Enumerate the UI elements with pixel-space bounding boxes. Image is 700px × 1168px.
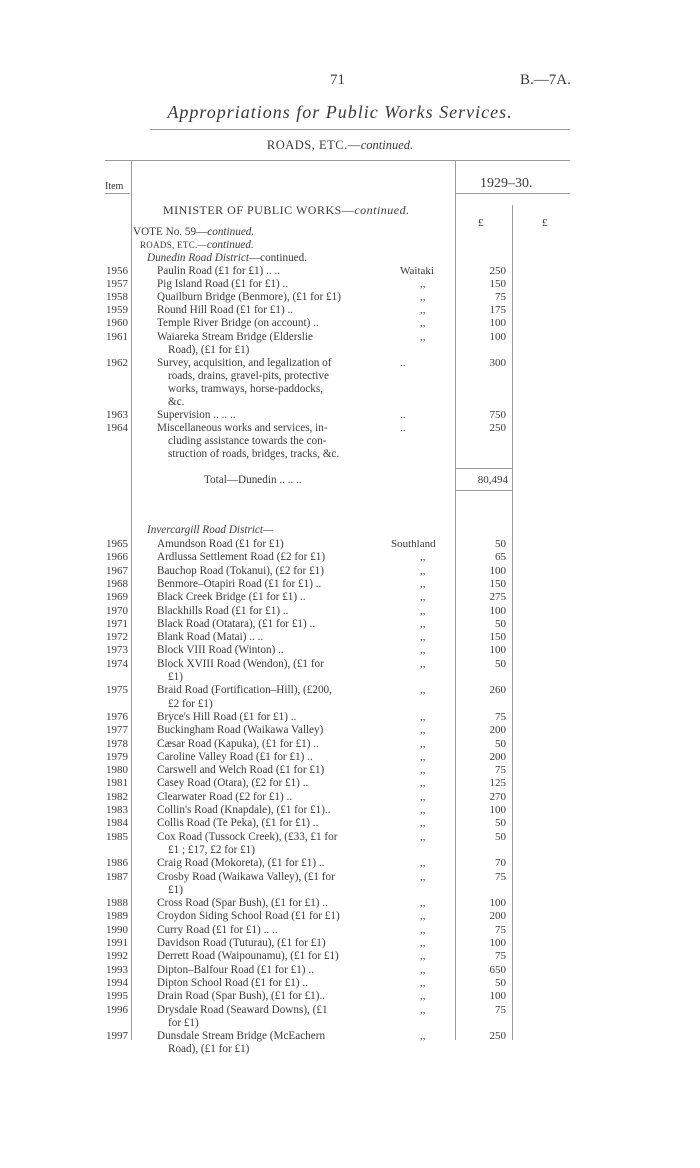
item-description: Carswell and Welch Road (£1 for £1) xyxy=(157,764,325,777)
amount-value: 750 xyxy=(489,409,506,422)
amount-value: 100 xyxy=(489,330,506,343)
total-bottom-rule xyxy=(455,490,512,491)
district-name: ,, xyxy=(420,830,426,843)
ministry-heading: MINISTER OF PUBLIC WORKS—continued. xyxy=(163,203,410,217)
item-description: Buckingham Road (Waikawa Valley) xyxy=(157,724,324,737)
district-name: ,, xyxy=(420,710,426,723)
district-name: ,, xyxy=(420,897,426,910)
amount-value: 50 xyxy=(495,657,506,670)
item-description: Black Creek Bridge (£1 for £1) .. xyxy=(157,591,306,604)
pound-header-1: £ xyxy=(478,217,484,229)
page-title: Appropriations for Public Works Services. xyxy=(167,102,513,122)
item-description: cluding assistance towards the con- xyxy=(168,435,327,448)
amount-value: 260 xyxy=(489,684,506,697)
district-name: ,, xyxy=(420,764,426,777)
item-column-header: Item xyxy=(105,181,124,192)
district-name: ,, xyxy=(420,617,426,630)
district-name: ,, xyxy=(420,291,426,304)
item-description: Bryce's Hill Road (£1 for £1) .. xyxy=(157,710,297,723)
item-description: Davidson Road (Tuturau), (£1 for £1) xyxy=(157,937,326,949)
item-description: Black Road (Otatara), (£1 for £1) .. xyxy=(157,617,316,630)
item-description: £1) xyxy=(168,671,183,683)
amount-value: 300 xyxy=(489,356,506,369)
item-description: Collin's Road (Knapdale), (£1 for £1).. xyxy=(157,804,331,816)
item-description: Block XVIII Road (Wendon), (£1 for xyxy=(157,657,324,670)
item-number: 1996 xyxy=(106,1003,128,1016)
vote-heading: VOTE No. 59—continued. xyxy=(133,226,255,238)
amount-value: 250 xyxy=(489,1030,506,1043)
item-number: 1959 xyxy=(106,304,128,317)
item-description: Derrett Road (Waipounamu), (£1 for £1) xyxy=(157,950,339,963)
amount-value: 50 xyxy=(495,817,506,830)
district-name: ,, xyxy=(420,657,426,670)
item-number: 1962 xyxy=(106,356,128,369)
item-description: Craig Road (Mokoreta), (£1 for £1) .. xyxy=(157,857,325,870)
item-number: 1989 xyxy=(106,910,128,923)
district-name: ,, xyxy=(420,804,426,816)
item-number: 1975 xyxy=(106,684,128,697)
amount-value: 200 xyxy=(489,750,506,763)
item-description: Survey, acquisition, and legalization of xyxy=(157,356,332,369)
amount-value: 75 xyxy=(495,870,506,883)
district-name: ,, xyxy=(420,790,426,803)
item-description: Benmore–Otapiri Road (£1 for £1) .. xyxy=(157,577,322,590)
item-number: 1968 xyxy=(106,577,128,590)
district-name: ,, xyxy=(420,817,426,830)
item-number: 1985 xyxy=(106,830,128,843)
item-description: Caroline Valley Road (£1 for £1) .. xyxy=(157,750,313,763)
table-top-rule xyxy=(105,160,570,161)
item-number: 1978 xyxy=(106,737,128,750)
item-number: 1973 xyxy=(106,644,128,657)
item-description: Miscellaneous works and services, in- xyxy=(157,422,328,435)
amount-value: 65 xyxy=(495,551,506,564)
item-description: Road), (£1 for £1) xyxy=(168,1043,250,1056)
item-description: £1) xyxy=(168,883,183,896)
item-number: 1964 xyxy=(106,422,128,435)
item-number: 1983 xyxy=(106,804,128,816)
amount-value: 50 xyxy=(495,976,506,989)
item-description: Temple River Bridge (on account) .. xyxy=(157,317,319,330)
item-number: 1991 xyxy=(106,937,128,949)
amount-value: 275 xyxy=(489,591,506,604)
item-number: 1958 xyxy=(106,291,128,304)
item-description: Amundson Road (£1 for £1) xyxy=(157,538,284,550)
item-description: Waiareka Stream Bridge (Elderslie xyxy=(157,330,313,343)
item-number: 1993 xyxy=(106,963,128,976)
amount-value: 200 xyxy=(489,724,506,737)
item-description: Croydon Siding School Road (£1 for £1) xyxy=(157,910,340,923)
item-description: Blackhills Road (£1 for £1) .. xyxy=(157,604,289,617)
item-description: works, tramways, horse-paddocks, xyxy=(168,382,324,395)
section-heading: ROADS, ETC.—continued. xyxy=(266,138,414,152)
amount-value: 50 xyxy=(495,617,506,630)
item-number: 1974 xyxy=(106,657,128,670)
item-description: £2 for £1) xyxy=(168,697,213,710)
item-number: 1979 xyxy=(106,750,128,763)
item-number: 1969 xyxy=(106,591,128,604)
item-number: 1971 xyxy=(106,617,128,630)
district-name: Southland xyxy=(391,538,436,550)
item-number: 1970 xyxy=(106,604,128,617)
amount-value: 100 xyxy=(489,937,506,949)
district-name: ,, xyxy=(420,1030,426,1043)
district-name: ,, xyxy=(420,750,426,763)
amount-value: 75 xyxy=(495,923,506,936)
item-description: Blank Road (Matai) .. .. xyxy=(157,631,264,644)
item-description: Pig Island Road (£1 for £1) .. xyxy=(157,278,289,291)
pound-header-2: £ xyxy=(542,217,548,229)
item-number: 1960 xyxy=(106,317,128,330)
item-description: Cæsar Road (Kapuka), (£1 for £1) .. xyxy=(157,737,319,750)
amount-value: 100 xyxy=(489,317,506,330)
item-number: 1956 xyxy=(106,265,128,277)
item-number: 1984 xyxy=(106,817,128,830)
district-name: ,, xyxy=(420,551,426,564)
amount-value: 175 xyxy=(489,304,506,317)
item-number: 1961 xyxy=(106,330,128,343)
item-number: 1986 xyxy=(106,857,128,870)
item-description: Bauchop Road (Tokanui), (£2 for £1) xyxy=(157,564,324,577)
amount-value: 75 xyxy=(495,950,506,963)
item-number: 1992 xyxy=(106,950,128,963)
district-name: ,, xyxy=(420,631,426,644)
district-name: ,, xyxy=(420,684,426,697)
amount-value: 650 xyxy=(489,963,506,976)
amount-value: 100 xyxy=(489,990,506,1003)
district-name: ,, xyxy=(420,976,426,989)
amount-value: 250 xyxy=(489,265,506,277)
item-description: Curry Road (£1 for £1) .. .. xyxy=(157,923,278,936)
amount-value: 75 xyxy=(495,764,506,777)
amount-value: 100 xyxy=(489,604,506,617)
item-number: 1981 xyxy=(106,777,128,790)
amount-value: 150 xyxy=(489,278,506,291)
item-number: 1976 xyxy=(106,710,128,723)
district-name: ,, xyxy=(420,278,426,291)
item-description: Paulin Road (£1 for £1) .. .. xyxy=(157,265,281,277)
amount-value: 75 xyxy=(495,291,506,304)
district-name: ,, xyxy=(420,910,426,923)
item-description: Cross Road (Spar Bush), (£1 for £1) .. xyxy=(157,897,328,910)
item-description: Dipton School Road (£1 for £1) .. xyxy=(157,976,309,989)
item-description: Supervision .. .. .. xyxy=(157,409,236,422)
item-description: Dunsdale Stream Bridge (McEachern xyxy=(157,1030,326,1043)
amount-value: 270 xyxy=(489,790,506,803)
year-header-rule xyxy=(455,193,570,194)
district-name: ,, xyxy=(420,304,426,317)
item-number: 1982 xyxy=(106,790,128,803)
item-description: Block VIII Road (Winton) .. xyxy=(157,644,284,657)
page-number: 71 xyxy=(330,72,345,88)
amount-value: 50 xyxy=(495,737,506,750)
item-description: for £1) xyxy=(168,1016,199,1029)
item-column-line xyxy=(131,160,132,1040)
amount-column-line xyxy=(455,160,456,1040)
district-name: ,, xyxy=(420,963,426,976)
district-name: ,, xyxy=(420,577,426,590)
page-reference: B.—7A. xyxy=(520,72,571,88)
item-description: roads, drains, gravel-pits, protective xyxy=(168,369,329,382)
amount-value: 70 xyxy=(495,857,506,870)
district-name: ,, xyxy=(420,330,426,343)
district-name: ,, xyxy=(420,937,426,949)
title-rule xyxy=(150,129,570,130)
district-name: ,, xyxy=(420,870,426,883)
district-name: ,, xyxy=(420,1003,426,1016)
item-description: Road), (£1 for £1) xyxy=(168,343,250,356)
item-description: Drysdale Road (Seaward Downs), (£1 xyxy=(157,1003,328,1016)
item-number: 1972 xyxy=(106,631,128,644)
item-description: Drain Road (Spar Bush), (£1 for £1).. xyxy=(157,990,326,1003)
amount-value: 200 xyxy=(489,910,506,923)
item-description: struction of roads, bridges, tracks, &c. xyxy=(168,448,340,461)
item-description: Braid Road (Fortification–Hill), (£200, xyxy=(157,684,332,697)
invercargill-district-heading: Invercargill Road District— xyxy=(147,524,273,536)
item-number: 1963 xyxy=(106,409,128,422)
amount-value: 75 xyxy=(495,710,506,723)
dunedin-district-heading: Dunedin Road District—continued. xyxy=(147,252,308,264)
item-number: 1980 xyxy=(106,764,128,777)
item-description: Crosby Road (Waikawa Valley), (£1 for xyxy=(157,870,335,883)
district-name: ,, xyxy=(420,724,426,737)
amount-value: 100 xyxy=(489,897,506,910)
item-description: Collis Road (Te Peka), (£1 for £1) .. xyxy=(157,817,319,830)
district-name: ,, xyxy=(420,777,426,790)
item-number: 1977 xyxy=(106,724,128,737)
item-description: £1 ; £17, £2 for £1) xyxy=(168,843,256,856)
district-name: .. xyxy=(400,422,406,435)
amount-value: 75 xyxy=(495,1003,506,1016)
amount-value: 100 xyxy=(489,564,506,577)
item-number: 1990 xyxy=(106,923,128,936)
item-number: 1994 xyxy=(106,976,128,989)
item-number: 1967 xyxy=(106,564,128,577)
district-name: .. xyxy=(400,356,406,369)
year-column-header: 1929–30. xyxy=(480,176,533,191)
item-number: 1965 xyxy=(106,538,128,550)
item-number: 1966 xyxy=(106,551,128,564)
item-number: 1957 xyxy=(106,278,128,291)
item-number: 1995 xyxy=(106,990,128,1003)
amount-value: 150 xyxy=(489,577,506,590)
amount-value: 125 xyxy=(489,777,506,790)
item-description: Cox Road (Tussock Creek), (£33, £1 for xyxy=(157,830,338,843)
total-rule xyxy=(455,468,512,469)
district-name: ,, xyxy=(420,644,426,657)
dunedin-total-amount: 80,494 xyxy=(477,474,508,486)
amount-value: 50 xyxy=(495,830,506,843)
district-name: Waitaki xyxy=(400,265,434,277)
district-name: ,, xyxy=(420,564,426,577)
item-description: Round Hill Road (£1 for £1) .. xyxy=(157,304,294,317)
second-amount-column-line xyxy=(512,205,513,1040)
item-description: Ardlussa Settlement Road (£2 for £1) xyxy=(157,551,326,564)
dunedin-total-label: Total—Dunedin .. .. .. xyxy=(204,474,302,486)
district-name: ,, xyxy=(420,317,426,330)
district-name: ,, xyxy=(420,923,426,936)
item-description: Casey Road (Otara), (£2 for £1) .. xyxy=(157,777,309,790)
amount-value: 100 xyxy=(489,644,506,657)
district-name: ,, xyxy=(420,950,426,963)
item-description: Clearwater Road (£2 for £1) .. xyxy=(157,790,293,803)
item-description: Dipton–Balfour Road (£1 for £1) .. xyxy=(157,963,314,976)
roads-heading: ROADS, ETC.—continued. xyxy=(140,239,254,251)
amount-value: 150 xyxy=(489,631,506,644)
item-description: &c. xyxy=(168,396,185,408)
item-number: 1997 xyxy=(106,1030,128,1043)
amount-value: 50 xyxy=(495,538,506,550)
amount-value: 100 xyxy=(489,804,506,816)
district-name: ,, xyxy=(420,591,426,604)
district-name: ,, xyxy=(420,990,426,1003)
district-name: ,, xyxy=(420,737,426,750)
item-description: Quailburn Bridge (Benmore), (£1 for £1) xyxy=(157,291,341,304)
item-number: 1988 xyxy=(106,897,128,910)
item-number: 1987 xyxy=(106,870,128,883)
district-name: ,, xyxy=(420,604,426,617)
amount-value: 250 xyxy=(489,422,506,435)
district-name: .. xyxy=(400,409,406,422)
district-name: ,, xyxy=(420,857,426,870)
item-header-rule xyxy=(105,193,130,194)
